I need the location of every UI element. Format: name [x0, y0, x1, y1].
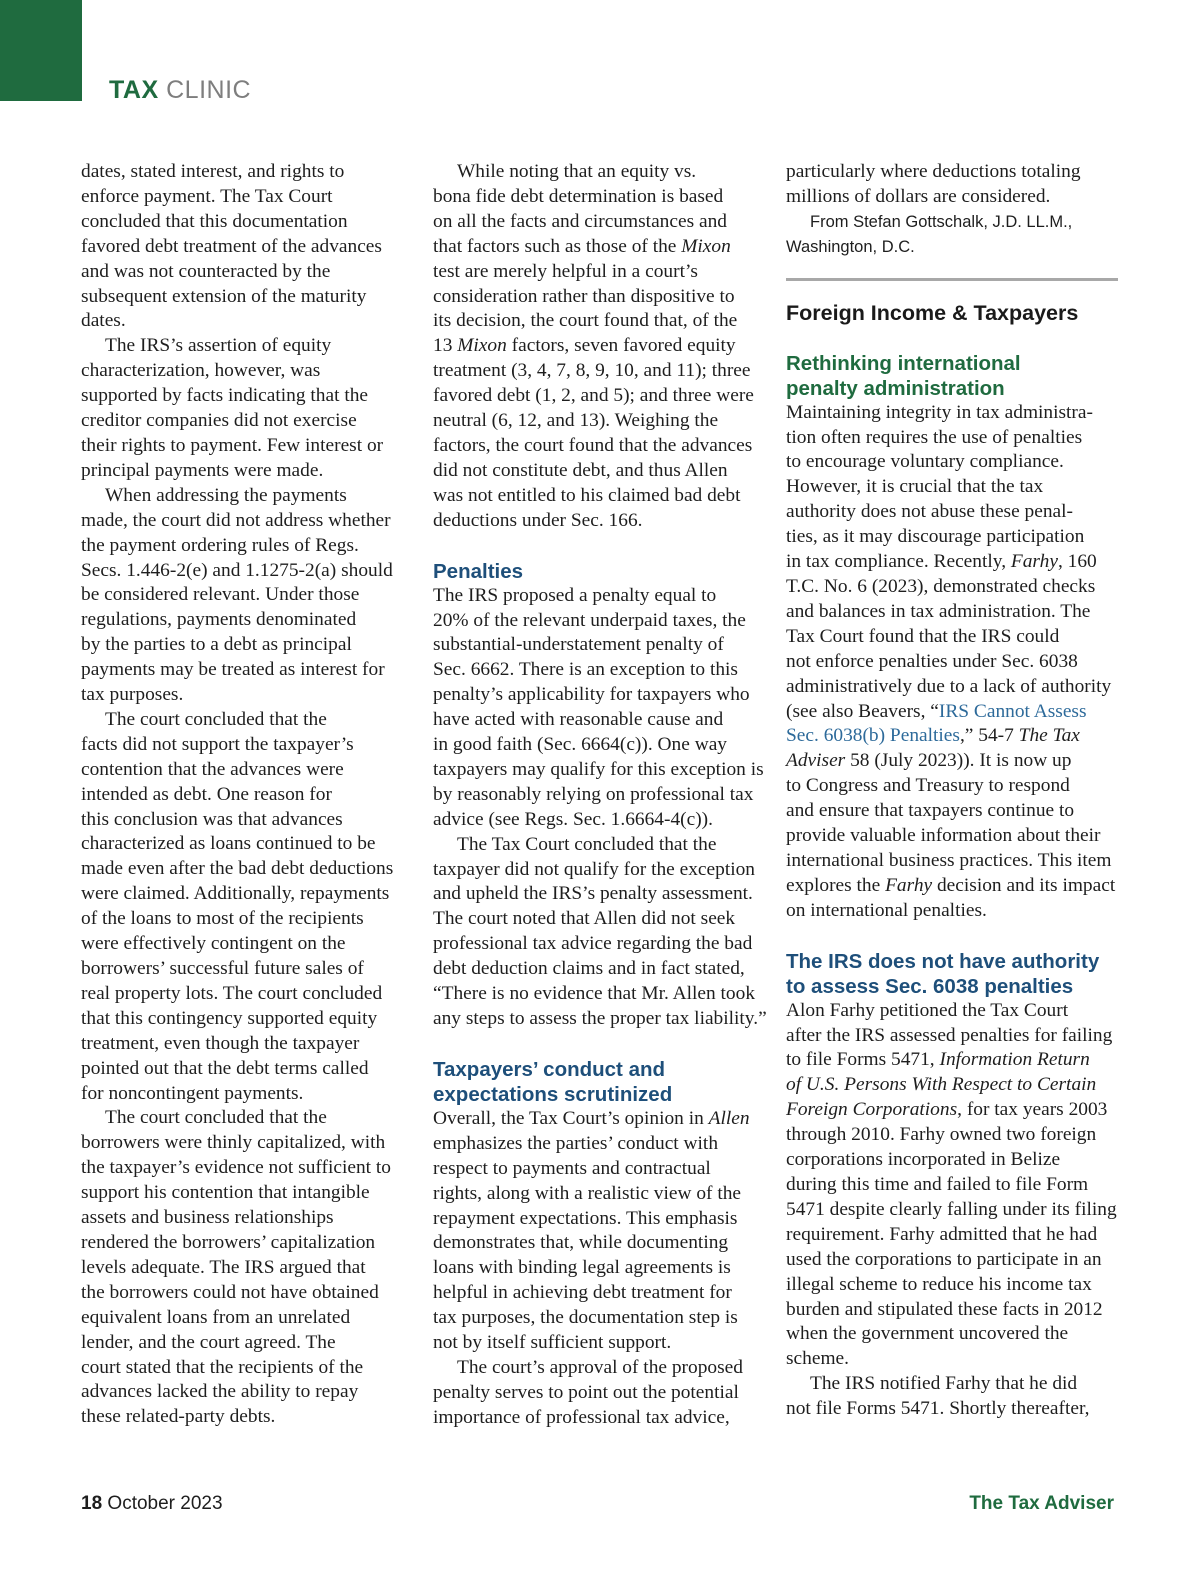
- sub-heading: The IRS does not have authority to assess Sec. 6038 penalties: [786, 949, 1100, 998]
- spacer: [786, 924, 1118, 949]
- section-label-light: CLINIC: [166, 76, 252, 104]
- page-footer-left: [81, 1491, 223, 1517]
- paragraph: When addressing the payments: [105, 484, 347, 506]
- article-link[interactable]: Sec. 6038(b) Penalties: [786, 725, 960, 747]
- paragraph: Maintaining integrity in tax administra- tion often requires the use of penalties to encourage voluntary compliance. However, it is crucial that the tax authority does not abuse these penal- ties, as it may discourage participation in tax compliance. Recently, Farhy, 160 T.C. No. 6 (2023), demonstrated checks and balances in tax administration. The Tax Court found that the IRS could not enforce penalties under Sec. 6038 administratively due to a lack of authority (see also Beavers, “IRS Cannot Assess Sec. 6038(b) Penalties,” 54-7 The Tax Adviser 58 (July 2023)). It is now up to Congress and Treasury to respond and ensure that taxpayers continue to provide valuable information about their international business practices. This item explores the Farhy decision and its impact on international penalties.: [786, 401, 1116, 921]
- article-link[interactable]: IRS Cannot Assess: [938, 700, 1087, 722]
- heading-conduct: Taxpayers’ conduct and expectations scrutinized: [433, 1057, 673, 1106]
- paragraph-continued: penalty serves to point out the potential importance of professional tax advice,: [433, 1381, 739, 1428]
- article-column-1: [81, 160, 411, 1430]
- paragraph: The court concluded that the: [105, 1107, 327, 1129]
- article-title: Rethinking international penalty administration: [786, 351, 1021, 400]
- form-title: Information Return: [939, 1049, 1090, 1071]
- paragraph: The IRS notified Farhy that he did: [810, 1373, 1078, 1395]
- section-label: [109, 74, 251, 106]
- paragraph: The court’s approval of the proposed: [457, 1356, 743, 1378]
- paragraph: Overall, the Tax Court’s opinion in Allen emphasizes the parties’ conduct with respect to payments and contractual rights, along with a realistic view of the repayment expectations. This emphasis demonstrates that, while documenting loans with binding legal agreements is helpful in achieving debt treatment for tax purposes, the documentation step is not by itself sufficient support.: [433, 1107, 750, 1354]
- paragraph-continued: bona fide debt determination is based on all the facts and circumstances and that factors such as those of the Mixon test are merely helpful in a court’s consideration rather than dispositive to its decision, the court found that, of the 13 Mixon factors, seven favored equity treatment (3, 4, 7, 8, 9, 10, and 11); three favored debt (1, 2, and 5); and three were neutral (6, 12, and 13). Weighing the factors, the court found that the advances did not constitute debt, and thus Allen was not entitled to his claimed bad debt deductions under Sec. 166.: [433, 185, 754, 531]
- case-name: Mixon: [457, 335, 507, 357]
- heading-penalties: Penalties: [433, 559, 524, 583]
- section-divider: [786, 278, 1118, 281]
- paragraph: Alon Farhy petitioned the Tax Court after the IRS assessed penalties for failing to file Forms 5471, Information Return of U.S. Persons With Respect to Certain Foreign Corporations, for tax years 2003 through 2010. Farhy owned two foreign corporations incorporated in Belize during this time and failed to file Form 5471 despite clearly falling under its filing requirement. Farhy admitted that he had used the corporations to participate in an illegal scheme to reduce his income tax burden and stipulated these facts in 2012 when the government uncovered the scheme.: [786, 999, 1117, 1370]
- case-name: Mixon: [681, 235, 731, 257]
- article-column-3: [786, 160, 1118, 1422]
- article-column-2: [433, 160, 767, 1431]
- paragraph-continued: facts did not support the taxpayer’s contention that the advances were intended as debt. One reason for this conclusion was that advances characterized as loans continued to be made even after the bad debt deductions were claimed. Additionally, repayments of the loans to most of the recipients were effectively contingent on the borrowers’ successful future sales of real property lots. The court concluded that this contingency supported equity treatment, even though the taxpayer pointed out that the debt terms called for noncontingent payments.: [81, 733, 394, 1104]
- paragraph-continued: borrowers were thinly capitalized, with the taxpayer’s evidence not sufficient to support his contention that intangible assets and business relationships rendered the borrowers’ capitalization levels adequate. The IRS argued that the borrowers could not have obtained equivalent loans from an unrelated lender, and the court agreed. The court stated that the recipients of the advances lacked the ability to repay these related-party debts.: [81, 1132, 391, 1428]
- paragraph: The IRS’s assertion of equity: [105, 335, 332, 357]
- author-byline: From Stefan Gottschalk, J.D. LL.M., Washington, D.C.: [786, 212, 1073, 256]
- page-number: 18: [81, 1493, 103, 1514]
- paragraph: The Tax Court concluded that the: [457, 833, 717, 855]
- paragraph: While noting that an equity vs.: [457, 161, 697, 182]
- paragraph: dates, stated interest, and rights to enforce payment. The Tax Court concluded that this documentation favored debt treatment of the advances and was not counteracted by the subsequent extension of the maturity dates.: [81, 161, 382, 332]
- publication-name: Adviser: [786, 750, 846, 772]
- form-title: of U.S. Persons With Respect to Certain: [786, 1074, 1097, 1096]
- section-title: Foreign Income & Taxpayers: [786, 300, 1079, 325]
- spacer: [433, 534, 763, 559]
- case-name: Allen: [708, 1107, 750, 1129]
- form-title: Foreign Corporations: [786, 1099, 958, 1121]
- paragraph-continued: made, the court did not address whether the payment ordering rules of Regs. Secs. 1.446-2(e) and 1.1275-2(a) should be considered relevant. Under those regulations, payments denominated by the parties to a debt as principal payments may be treated as interest for tax purposes.: [81, 509, 393, 706]
- publication-name: The Tax: [1018, 725, 1080, 747]
- case-name: Farhy: [885, 874, 933, 896]
- spacer: [786, 326, 1118, 351]
- paragraph-continued: taxpayer did not qualify for the exception and upheld the IRS’s penalty assessment. The court noted that Allen did not seek professional tax advice regarding the bad debt deduction claims and in fact stated, “There is no evidence that Mr. Allen took any steps to assess the proper tax liability.”: [433, 858, 767, 1029]
- paragraph: The IRS proposed a penalty equal to 20% of the relevant underpaid taxes, the substantial-understatement penalty of Sec. 6662. There is an exception to this penalty’s applicability for taxpayers who have acted with reasonable cause and in good faith (Sec. 6664(c)). One way taxpayers may qualify for this exception is by reasonably relying on professional tax advice (see Regs. Sec. 1.6664-4(c)).: [433, 584, 764, 830]
- paragraph: particularly where deductions totaling millions of dollars are considered.: [786, 161, 1081, 207]
- publication-name-footer: The Tax Adviser: [969, 1493, 1114, 1514]
- spacer: [433, 1032, 763, 1057]
- case-name: Farhy: [1010, 551, 1058, 573]
- section-label-bold: TAX: [109, 76, 159, 104]
- header-color-tab: [0, 0, 82, 101]
- paragraph-continued: characterization, however, was supported by facts indicating that the creditor companies did not exercise their rights to payment. Few interest or principal payments were made.: [81, 360, 384, 481]
- issue-date: October 2023: [107, 1493, 223, 1514]
- paragraph: The court concluded that the: [105, 708, 327, 730]
- paragraph-continued: not file Forms 5471. Shortly thereafter,: [786, 1398, 1090, 1420]
